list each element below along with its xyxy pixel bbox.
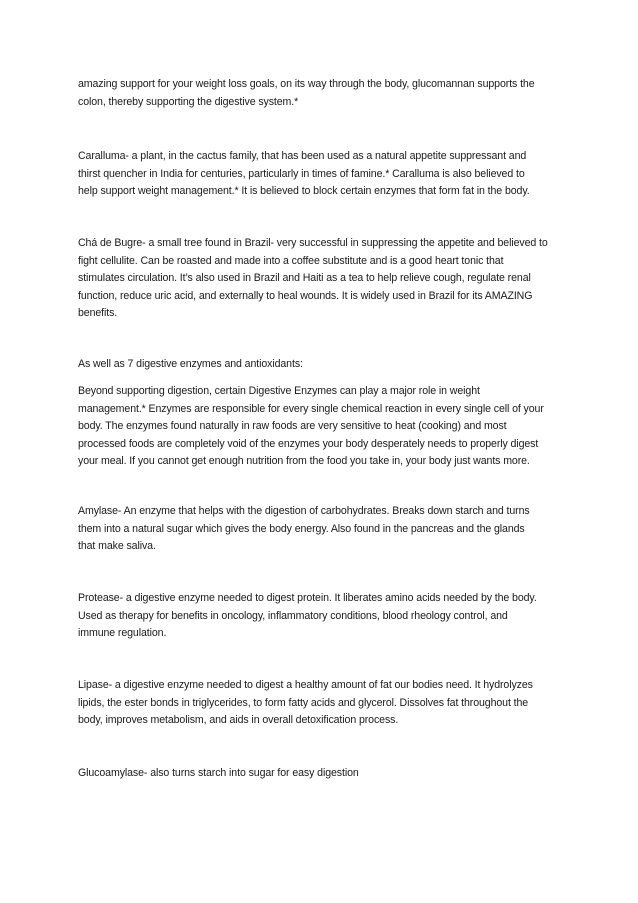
text-line: your meal. If you cannot get enough nutrition from the food you take in, your body just wants more. bbox=[78, 455, 530, 468]
text-line: Protease- a digestive enzyme needed to digest protein. It liberates amino acids needed by the body. bbox=[78, 592, 537, 604]
text-line: management.* Enzymes are responsible for every single chemical reaction in every single cell of your bbox=[78, 402, 544, 415]
text-line: that make saliva. bbox=[78, 540, 156, 553]
text-line: processed foods are completely void of the enzymes your body desperately needs to properly digest bbox=[78, 437, 539, 450]
text-line: amazing support for your weight loss goals, on its way through the body, glucomannan supports the bbox=[78, 78, 535, 90]
text-line: Glucoamylase- also turns starch into sugar for easy digestion bbox=[78, 767, 359, 779]
text-line: thirst quencher in India for centuries, particularly in times of famine.* Caralluma is also believed to bbox=[78, 167, 525, 180]
paragraph-amylase bbox=[78, 503, 568, 556]
text-line: help support weight management.* It is believed to block certain enzymes that form fat in the body. bbox=[78, 185, 530, 198]
text-line: benefits. bbox=[78, 307, 118, 320]
paragraph-caralluma bbox=[78, 148, 568, 201]
text-line: colon, thereby supporting the digestive system.* bbox=[78, 95, 299, 108]
text-line: body, improves metabolism, and aids in overall detoxification process. bbox=[78, 714, 399, 727]
text-line: immune regulation. bbox=[78, 627, 167, 640]
text-line: Beyond supporting digestion, certain Digestive Enzymes can play a major role in weight bbox=[78, 385, 480, 397]
text-line: As well as 7 digestive enzymes and antioxidants: bbox=[78, 358, 303, 370]
text-line: them into a natural sugar which gives the body energy. Also found in the pancreas and the glands bbox=[78, 522, 525, 535]
paragraph-lipase bbox=[78, 677, 568, 730]
paragraph-enzymes-heading bbox=[78, 356, 568, 374]
text-line: Chá de Bugre- a small tree found in Brazil- very successful in suppressing the appetite and believed to bbox=[78, 237, 548, 249]
paragraph-enzymes-intro bbox=[78, 383, 568, 471]
paragraph-glucoamylase bbox=[78, 765, 568, 783]
text-line: Used as therapy for benefits in oncology, inflammatory conditions, blood rheology control, and bbox=[78, 609, 508, 622]
text-line: stimulates circulation. It’s also used in Brazil and Haiti as a tea to help relieve cough, regulate renal bbox=[78, 272, 531, 285]
text-line: body. The enzymes found naturally in raw foods are very sensitive to heat (cooking) and most bbox=[78, 420, 507, 433]
text-line: fight cellulite. Can be roasted and made into a coffee substitute and is a good heart tonic that bbox=[78, 254, 504, 267]
text-line: lipids, the ester bonds in triglycerides, to form fatty acids and glycerol. Dissolves fat throughout the bbox=[78, 696, 529, 709]
text-line: Lipase- a digestive enzyme needed to digest a healthy amount of fat our bodies need. It hydrolyzes bbox=[78, 679, 533, 691]
text-line: function, reduce uric acid, and externally to heal wounds. It is widely used in Brazil for its AMAZING bbox=[78, 289, 533, 302]
text-line: Amylase- An enzyme that helps with the digestion of carbohydrates. Breaks down starch and turns bbox=[78, 505, 530, 517]
paragraph-cha-de-bugre bbox=[78, 235, 568, 323]
paragraph-glucomannan-continued bbox=[78, 76, 568, 111]
paragraph-protease bbox=[78, 590, 568, 643]
text-line: Caralluma- a plant, in the cactus family, that has been used as a natural appetite suppressant and bbox=[78, 150, 527, 162]
